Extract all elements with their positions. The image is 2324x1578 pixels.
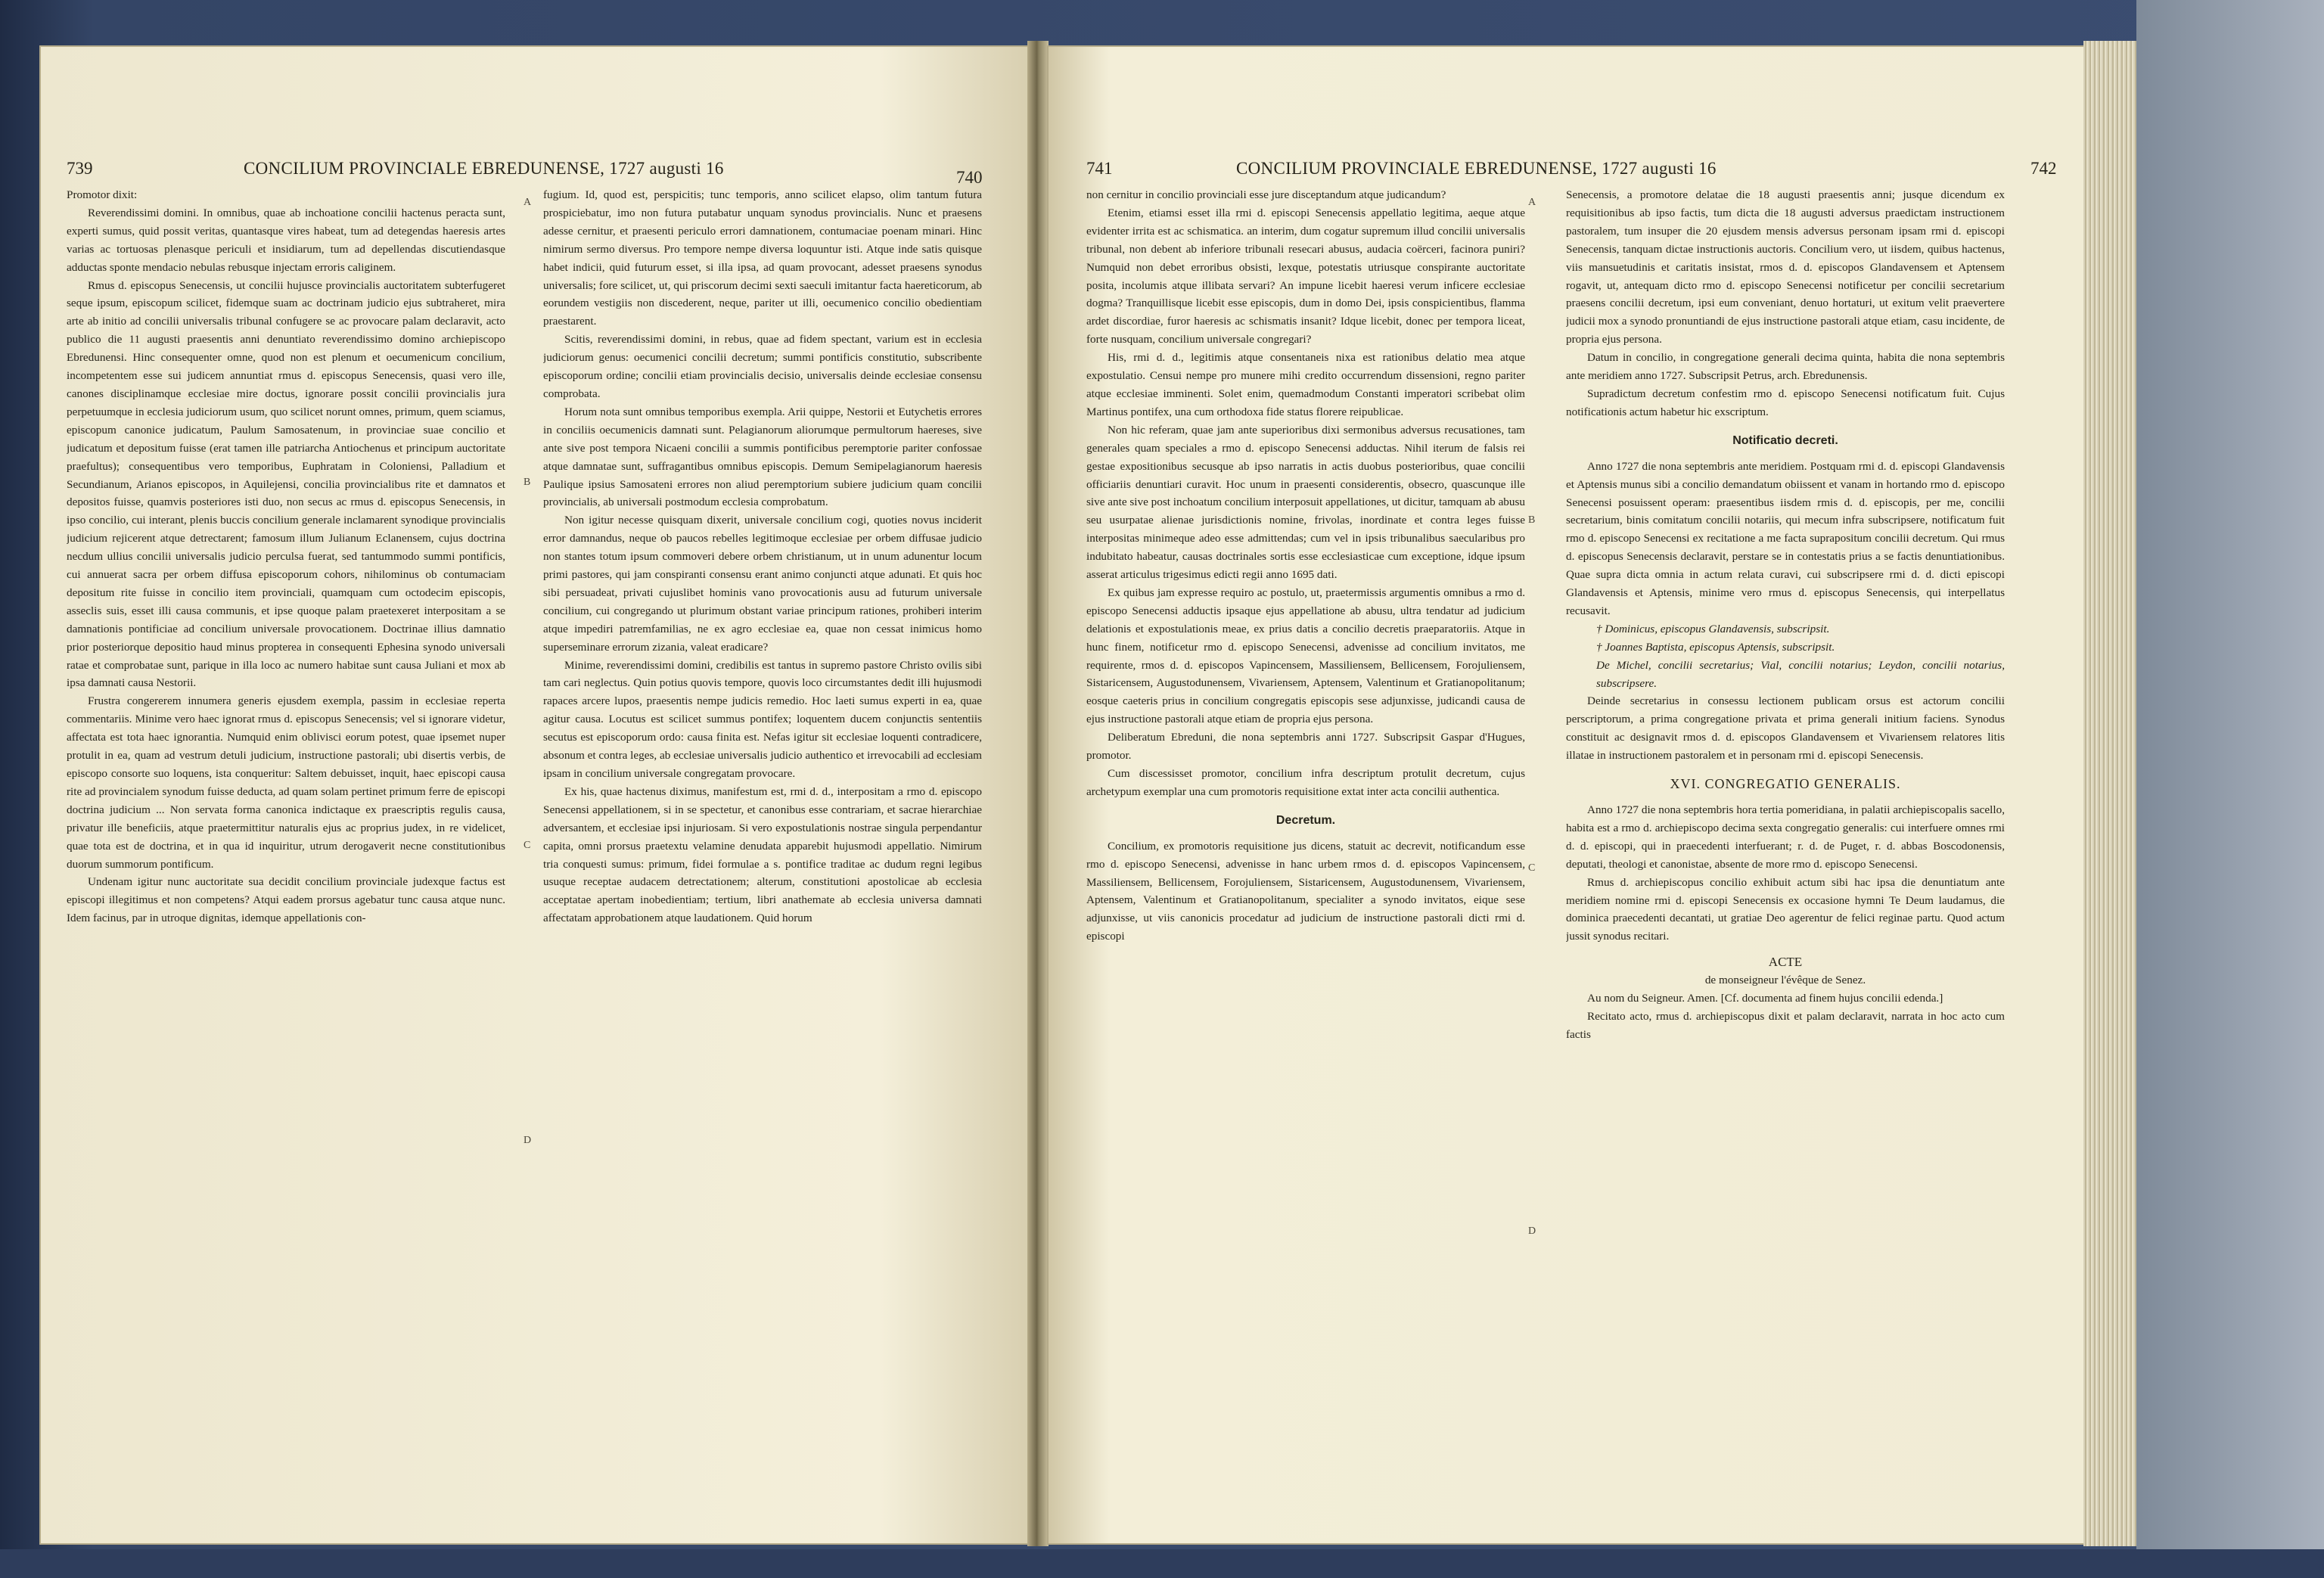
section-heading-decretum: Decretum. xyxy=(1275,813,1336,827)
margin-marker-d: D xyxy=(524,1135,532,1146)
paragraph: Deinde secretarius in consessu lectionem publicam orsus est actorum concilii perscriptorum, a prima congregatione privata et prima generali initium faciens. Synodus constituit ac designavit rmos d. d. episcopos Glandavensem et Vivariensem relatores litis illatae in instructionem pastoralem et in personam rmi d. episcopi Senecensis. xyxy=(1566,694,2005,763)
page-number-742: 742 xyxy=(2030,159,2057,178)
book-gutter xyxy=(1027,41,1049,1546)
running-header-right: CONCILIUM PROVINCIALE EBREDUNENSE, 1727 augusti 16 xyxy=(1236,159,1717,178)
page-number-740: 740 xyxy=(956,168,983,187)
paragraph: Datum in concilio, in congregatione generali decima quinta, habita die nona septembris ante meridiem anno 1727. Subscripsit Petrus, arch. Ebredunensis. xyxy=(1566,351,2005,383)
right-column-1 xyxy=(1086,186,1525,1578)
paragraph: non cernitur in concilio provinciali esse jure disceptandum atque judicandum? xyxy=(1086,188,1446,201)
paragraph: Non hic referam, quae jam ante superioribus dixi sermonibus adversus recusationes, tam generales quam speciales a rmo d. episcopo Senecensi adductas. Nihil iterum de falsis rei gestae expositionibus secusque ab ipso narratis in actis duobus posterioribus, quae concilii officiariis denuntiari curavit. Hoc unum in praesenti considerentis, obsecro, quascunque ille sive ante sive post inchoatum concilium interposuit appellationes, ut dicitur, tamquam ab abusu seu usurpatae alienae jurisdictionis nomine, frivolas, inordinate et contra leges fuisse interpositas minimeque adeo esse admittendas; cum vel in ipsis tribunalibus saecularibus pro indubitato habeatur, causas doctrinales sortis esse ecclesiasticae cum exceptione, idque ipsum asserat articulus trigesimus edicti regii anno 1695 dati. xyxy=(1086,423,1525,582)
section-heading-notificatio: Notificatio decreti. xyxy=(1732,433,1838,447)
signature-line: De Michel, concilii secretarius; Vial, concilii notarius; Leydon, concilii notarius, subscripsere. xyxy=(1596,658,2005,690)
margin-marker-b: B xyxy=(1528,514,1536,526)
paragraph: Anno 1727 die nona septembris ante meridiem. Postquam rmi d. d. episcopi Glandavensis et Aptensis munus sibi a concilio demandatum obiissent et vanam in hortando rmo d. episcopo Senecensi posuissent operam: praesentibus iisdem rmis d. d. episcopis, per me, concilii secretarium, binis comitatum concilii notariis, qui mecum infra subscripsere, notificatum fuit rmo d. episcopo Senecensi ex recitatione a me facta suprapositum concilii decretum. Qui rmus d. episcopus Senecensis declaravit, perstare se in contestatis prius a se factis denuntiationibus. Quae supra dicta omnia in actum relata curavi, cui subscripsere rmi d. d. dicti episcopi Glandavensis et Aptensis, minime vero rmus d. episcopus Senecensis, qui interpellatus recusavit. xyxy=(1566,459,2005,617)
margin-marker-c: C xyxy=(524,840,531,851)
margin-marker-d: D xyxy=(1528,1225,1536,1237)
paragraph: Ex quibus jam expresse requiro ac postulo, ut, praetermissis argumentis omnibus a rmo d. episcopo Senecensi adductis ipsaque ejus appellatione ab abusu, ultra tendatur ad judicium delationis et expostulationis meae, ex prius datis a concilio decretis praeparatoriis. Atque in hunc finem, notificetur rmo d. episcopo Senecensi, advenisse ad concilium invitatos, me requirente, rmos d. d. episcopos Vapincensem, Massiliensem, Bellicensem, Forojuliensem, Sistaricensem, Augustodunensem, Vivariensem, Aptensem, Valentinum et Gratianopolitanum; eosque caeteris prius in concilium congregatis episcopis sese adjunxisse, judicandi causa de ejus instructione pastorali atque etiam de propria ejus persona. xyxy=(1086,586,1525,726)
paragraph: Senecensis, a promotore delatae die 18 augusti praesentis anni; jusque dicendum ex requisitionibus ab ipso factis, tum dicta die 18 augusti adversus praedictam instructionem pastoralem, tum insuper die 20 ejusdem mensis adversus personam ipsam rmi d. episcopi Senecensis, tanquam dictae instructionis auctoris. Concilium vero, ut iisdem, quibus hactenus, viis mansuetudinis et caritatis insistat, rmos d. d. episcopos Glandavensem et Aptensem rogavit, ut, antequam dicto rmo d. episcopo Senecensi notificetur per concilii secretarium praesens concilii decretum, ipsi eum conveniant, denuo hortaturi, ut exitum velit praevertere judicii mox a synodo pronuntiandi de ejus instructione pastorali atque etiam, casu incidente, de propria ejus persona. xyxy=(1566,188,2005,346)
paragraph: Supradictum decretum confestim rmo d. episcopo Senecensi notificatum fuit. Cujus notificationis actum habetur hic exscriptum. xyxy=(1566,387,2005,418)
paragraph: fugium. Id, quod est, perspicitis; tunc temporis, anno scilicet elapso, olim tantum futura prospiciebatur, imo non futura putabatur unquam synodus provincialis. Nunc et praesens adesse cernitur, et praesenti periculo errori damnationem, contumaciae poenam minari. Hinc nimirum sermo diversus. Pro tempore nempe diversa loquuntur isti. Atque inde satis quisque habet indicii, quid futurum esset, si illa ipsa, ad quam provocant, adesset praesens synodus universalis; fore scilicet, ut, qui priscorum decimi sexti saeculi imitantur facta haereticorum, ab eorundem vestigiis non discederent, neque, pariter ut illi, oecumenico concilio obedientiam praestarent. xyxy=(543,188,982,328)
paragraph: Etenim, etiamsi esset illa rmi d. episcopi Senecensis appellatio legitima, aeque atque evidenter irrita est ac schismatica. an interim, dum cogatur supremum illud concilii universalis tribunal, non debent ab inferiore tribunali resecari abusus, audacia coërceri, facinora puniri? Numquid non debet erroribus obsisti, lexque, potestatis utriusque conspirante auctoritate posita, incolumis atque illibata servari? An impune licebit haeresi verum inficere ecclesiae dogma? Tranquillisque licebit esse episcopis, dum in domo Dei, ipsis conspicientibus, flamma ardet discordiae, furor haeresis ac schismatis insanit? Idque licebit, donec per tempora liceat, forte nusquam, concilium universale congregari? xyxy=(1086,206,1525,346)
right-column-2 xyxy=(1566,186,2005,1578)
right-page xyxy=(1047,45,2085,1545)
running-header-left: CONCILIUM PROVINCIALE EBREDUNENSE, 1727 augusti 16 xyxy=(244,159,724,178)
paragraph: Horum nota sunt omnibus temporibus exempla. Arii quippe, Nestorii et Eutychetis errores in conciliis oecumenicis damnati sunt. Pelagianorum aliorumque permultorum haereses, sive ante sive post tempora Nicaeni concilii a summis pontificibus peremptorie pariter confossae atque damnatae sunt, suffragantibus omnibus episcopis. Demum Semipelagianorum haeresis Paulique ipsius Samosateni errores non aliud peremptorium subiere judicium quam concilii provincialis, ab universali postmodum ecclesia comprobatum. xyxy=(543,405,982,509)
paragraph: Rmus d. episcopus Senecensis, ut concilii hujusce provincialis auctoritatem subterfugeret seque ipsum, episcopum scilicet, fidemque suam ac doctrinam judicio ejus subtraheret, mira arte ab initio ad concilii universalis tribunal confugere se ac provocare palam declaravit, acto publico die 11 augusti praesentis anni denuntiato reverendissimo domino archiepiscopo Ebredunensi. Hinc consequenter omne, quod non est plenum et oecumenicum concilium, incompetentem esse sui judicem annuntiat rmus d. episcopus Senecensis, quasi vero ille, canones disciplinamque ecclesiae mire doctus, ignorare possit concilii provincialis jura perpetuumque in ecclesia judiciorum usum, quo scilicet norunt omnes, primum, quem sciamus, episcopum canonice judicatum, Paulum Samosatenum, in provinciae suae concilio et judicatum et depositum fuisse (erat tamen ille patriarcha Antiochenus et principum auctoritate praefultus); consequentibus vero temporibus, Euphratam in Coloniensi, Palladium et Secundianum, Arianos episcopos, in Aquilejensi, concilia provincialibus rite et damnatos et depositos fuisse, quamvis posteriores isti duo, non secus ac rmus d. episcopus Senecensis, in ipso concilio, cui interant, plenis buccis concilium generale inclamarent synodique provincialis judicium rejicerent atque detrectarent; famosum illum Julianum Eclanensem, cujus doctrina necdum ullius concilii universalis judicio perculsa fuerat, sed tantummodo summi pontificis, cui annuerat sacra per orbem diffusa episcoporum cohors, nihilominus ob contumaciam depositum rite fuisse in concilio item provinciali, quamquam cum octodecim episcopis, asseclis suis, esset illi causa communis, et ipse quoque palam praetexeret interpositam a se damnationis pontificiae ad concilium universale provocationem. Doctrinae illius damnatio prior posteriorque depositio haud minus propterea in consequenti Ephesina synodo universali ratae et comprobatae sunt, parique in illa loco ac numero habitae sunt causa Juliani et mox ab ipsa damnati causa Nestorii. xyxy=(67,278,505,690)
page-number-741: 741 xyxy=(1086,159,1113,178)
paragraph: Au nom du Seigneur. Amen. [Cf. documenta ad finem hujus concilii edenda.] xyxy=(1587,992,1943,1005)
paragraph: Deliberatum Ebreduni, die nona septembris anni 1727. Subscripsit Gaspar d'Hugues, promotor. xyxy=(1086,731,1525,763)
margin-marker-b: B xyxy=(524,477,531,488)
paragraph: Recitato acto, rmus d. archiepiscopus dixit et palam declaravit, narrata in hoc acto cum factis xyxy=(1566,1009,2005,1041)
signature-line: † Dominicus, episcopus Glandavensis, subscripsit. xyxy=(1596,622,1830,635)
signature-line: † Joannes Baptista, episcopus Aptensis, subscripsit. xyxy=(1596,640,1835,654)
left-column-1 xyxy=(67,186,505,1578)
section-heading-congregatio: XVI. CONGREGATIO GENERALIS. xyxy=(1670,776,1901,792)
paragraph: Minime, reverendissimi domini, credibilis est tantus in supremo pastore Christo ovilis sibi tam cari neglectus. Quin potius quovis tempore, quovis loco circumstantes dedit illi hujusmodi rapaces arcere lupos, praesentis nempe judicis remedio. Hoc laeti sumus experti in ea, quae agitur causa. Locutus est scilicet summus pontifex; loquentem ducem conjunctis sententiis secutus est episcoporum ordo: causa finita est. Nefas igitur sit ecclesiae loquenti contradicere, absonum et contra leges, ab ecclesiae universalis judicio authentico et irrevocabili ad ecclesiam ipsam in concilium universale congregatam provocare. xyxy=(543,658,982,780)
paragraph: Anno 1727 die nona septembris hora tertia pomeridiana, in palatii archiepiscopalis sacello, habita est a rmo d. archiepiscopo decima sexta congregatio generalis: cui interfuere omnes rmi d. d. episcopi, qui in praecedenti interfuerant; r. d. de Puget, r. d. abbas Boscodonensis, deputati, theologi et canonistae, absente de more rmo d. episcopo Senecensi. xyxy=(1566,803,2005,871)
paragraph: Frustra congererem innumera generis ejusdem exempla, passim in ecclesiae reperta commentariis. Minime vero haec ignorat rmus d. episcopus Senecensis; vel si ignorare videtur, affectata est tota haec ignorantia. Numquid enim oblivisci eorum potest, quae ipsemet nuper protulit in ea, quam ad vestrum detuli judicium, instructione pastorali; ubi disertis verbis, de episcopo consorte suo loquens, ista conqueritur: Saltem debuisset, inquit, haec episcopi causa rite ad provincialem synodum fuisse deducta, ad quam solam pertinet primum ferre de episcopi doctrina judicium ... Non servata forma canonica indictaque ex praescriptis regulis causa, privatur ille beneficiis, atque praetermittitur naturalis ejus ac proprius judex, in re videlicet, quae tota est de doctrina, et in qua id inquiritur, utrum derogaverit necne constitutionibus duorum summorum pontificum. xyxy=(67,694,505,871)
left-page xyxy=(39,45,1029,1545)
subheading: de monseigneur l'évêque de Senez. xyxy=(1704,974,1866,987)
margin-marker-c: C xyxy=(1528,862,1536,874)
paragraph: Cum discessisset promotor, concilium infra descriptum protulit decretum, cujus archetypum exemplar una cum promotoris requisitione extat inter acta concilii authentica. xyxy=(1086,767,1525,798)
window-edge xyxy=(2136,0,2324,1549)
section-heading-acte: ACTE xyxy=(1768,955,1803,970)
paragraph: Undenam igitur nunc auctoritate sua decidit concilium provinciale judexque factus est episcopi illegitimus et non competens? Atqui eadem prorsus agebatur tunc causa atque nunc. Idem facinus, par in utroque dignitas, idemque appellationis con- xyxy=(67,875,505,925)
left-column-2 xyxy=(543,186,982,1578)
paragraph: Non igitur necesse quisquam dixerit, universale concilium cogi, quoties novus inciderit error damnandus, neque ob paucos rebelles legitimoque ecclesiae per orbem diffusae judicio non stantes totum ipsum commoveri debere orbem christianum, ut in unum adunentur locum primi pastores, qui jam conspiranti consensu erant animo conjuncti atque adunati. Et quis hoc sibi persuadeat, privati cujuslibet hominis vano provocationis ausu ad futurum universale concilium, cui congregando ut plurimum obstant variae principum rationes, prohiberi interim atque impediri patremfamilias, ne ex agro ecclesiae ea, quae non cessat inimicus homo superseminare errorum zizania, valeat eradicare? xyxy=(543,514,982,654)
paragraph: Promotor dixit: xyxy=(67,188,138,201)
paragraph: Scitis, reverendissimi domini, in rebus, quae ad fidem spectant, varium est in ecclesia judiciorum genus: oecumenici concilii decretum; summi pontificis constitutio, subscribente episcoporum ordine; concilii etiam provincialis decisio, universalis deinde ecclesiae consensu comprobata. xyxy=(543,333,982,400)
paragraph: Reverendissimi domini. In omnibus, quae ab inchoatione concilii hactenus peracta sunt, experti sumus, quid possit veritas, quantasque vires habeat, tum ad detegendas haeresis artes varias ac tortuosas plenasque periculi et insidiarum, tum ad depellendas discutiendasque adductas sponte mendacio nebulas rebusque injectam erroris caliginem. xyxy=(67,206,505,274)
margin-marker-a: A xyxy=(1528,197,1536,208)
page-number-739: 739 xyxy=(67,159,93,178)
page-edges xyxy=(2083,41,2136,1546)
margin-marker-a: A xyxy=(524,197,532,208)
paragraph: His, rmi d. d., legitimis atque consentaneis nixa est rationibus delatio mea atque expostulatio. Censui nempe pro munere mihi credito occurrendum dissensioni, regno pariter atque ecclesiae imminenti. Solet enim, quemadmodum Constanti imperatori scribebat olim Martinus pontifex, una cum orthodoxa fide status florere reipublicae. xyxy=(1086,351,1525,418)
paragraph: Concilium, ex promotoris requisitione jus dicens, statuit ac decrevit, notificandum esse rmo d. episcopo Senecensi, advenisse in hanc urbem rmos d. d. episcopos Vapincensem, Massiliensem, Bellicensem, Forojuliensem, Sistaricensem, Augustodunensem, Vivariensem, Aptensem, Valentinum et Gratianopolitanum, specialiter a synodo invitatos, eique sese adjunxisse, ut viis canonicis procedatur ad judicium de instructione pastorali dicti rmi d. episcopi xyxy=(1086,839,1525,943)
paragraph: Ex his, quae hactenus diximus, manifestum est, rmi d. d., interpositam a rmo d. episcopo Senecensi appellationem, si in se spectetur, et canonibus esse contrariam, et sacrae hierarchiae adversantem, et ecclesiae ipsi injuriosam. Si vero expostulationis nostrae singula perpendantur capita, omni prorsus praetextu velamine denudata apparebit hujusmodi appellatio. Nimirum tria conquesti sumus: primum, fidei formulae a s. pontifice traditae ac dudum regni legibus usuque receptae audacem detrectationem; alterum, constitutioni apostolicae ab ecclesia acceptatae apertam inobedientiam; tertium, libri anathemate ab ecclesia universa damnati affectatam approbationem atque laudationem. Quid horum xyxy=(543,784,982,925)
paragraph: Rmus d. archiepiscopus concilio exhibuit actum sibi hac ipsa die denuntiatum ante meridiem nomine rmi d. episcopi Senecensis ex occasione hymni Te Deum laudamus, die dominica praecedenti decantati, ut gratiae Deo agerentur de felici reginae partu. Quod actum jussit synodus recitari. xyxy=(1566,875,2005,943)
